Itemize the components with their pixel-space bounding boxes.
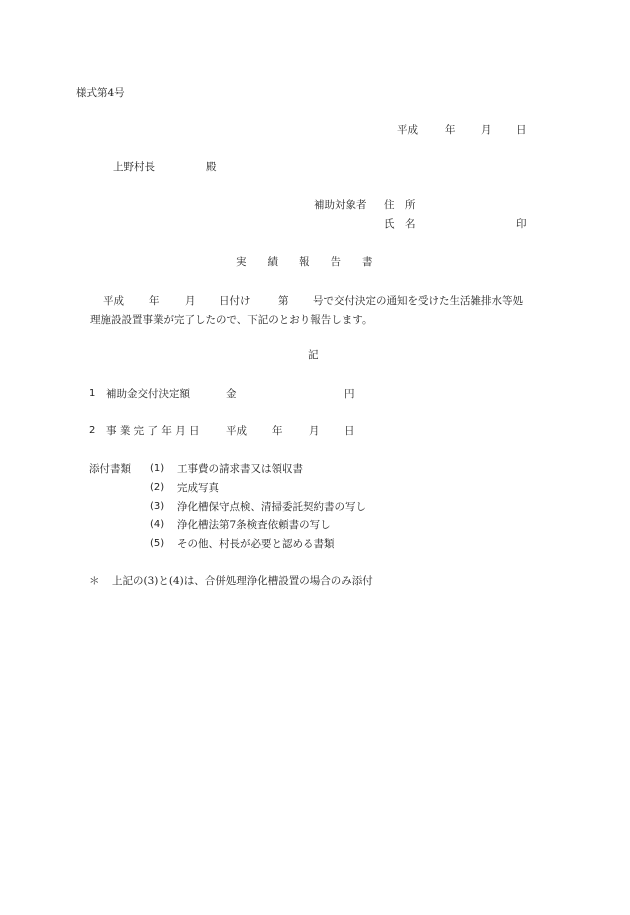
completion-day: 日 [344,425,355,437]
body-line2: 理施設設置事業が完了したので、下記のとおり報告します。 [90,314,373,326]
date-day-unit: 日 [516,124,527,136]
attachment-text: 浄化槽保守点検、清掃委託契約書の写し [177,501,366,513]
attachment-text: 工事費の請求書又は領収書 [177,463,303,475]
date-year-unit: 年 [445,124,456,136]
attachment-text: 完成写真 [177,482,219,494]
attachment-number: (5) [150,538,165,549]
body-date-suffix: 日付け [219,295,251,307]
document-title: 実 績 報 告 書 [236,256,373,268]
applicant-role-label: 補助対象者 [314,199,367,211]
completion-year: 年 [272,425,283,437]
note-text: 上記の(3)と(4)は、合併処理浄化槽設置の場合のみ添付 [112,575,373,587]
body-month: 月 [185,295,196,307]
item-number: 2 [89,425,96,436]
addressee-name: 上野村長 [113,161,155,173]
amount-prefix: 金 [226,388,237,400]
date-month-unit: 月 [481,124,492,136]
attachment-text: その他、村長が必要と認める書類 [177,538,335,550]
seal-mark: 印 [516,218,527,230]
item-label: 補助金交付決定額 [106,388,190,400]
addressee-honorific: 殿 [206,161,217,173]
amount-suffix: 円 [344,388,355,400]
attachment-number: (4) [150,519,165,530]
attachment-text: 浄化槽法第7条検査依頼書の写し [177,519,331,531]
body-year: 年 [149,295,160,307]
attachment-number: (2) [150,482,165,493]
body-dai: 第 [278,295,289,307]
note-mark: ＊ [89,575,100,587]
attachment-number: (3) [150,501,165,512]
address-label: 住 所 [384,199,416,211]
attachments-label: 添付書類 [89,463,131,475]
item-label: 事 業 完 了 年 月 日 [106,425,200,437]
body-era: 平成 [103,295,124,307]
completion-month: 月 [309,425,320,437]
date-era: 平成 [397,124,418,136]
item-number: 1 [89,388,96,399]
name-label: 氏 名 [384,218,416,230]
ki-heading: 記 [308,349,319,361]
form-number: 様式第4号 [76,87,125,99]
body-line1-rest: 号で交付決定の通知を受けた生活雑排水等処 [313,295,523,307]
completion-era: 平成 [226,425,247,437]
attachment-number: (1) [150,463,165,474]
